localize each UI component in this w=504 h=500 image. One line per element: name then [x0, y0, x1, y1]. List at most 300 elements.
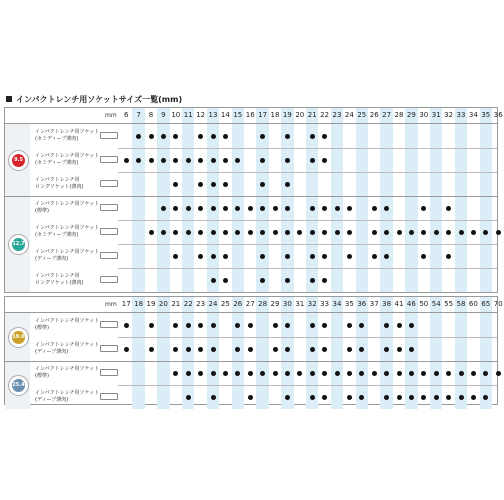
availability-dot-27 — [248, 395, 253, 400]
availability-dot-21 — [310, 254, 315, 259]
availability-dot-24 — [211, 371, 216, 376]
socket-type-line: インパクトレンチ用ソケット — [35, 129, 100, 135]
size-header-14: 14 — [220, 111, 230, 119]
socket-type-line: (標準) — [35, 372, 49, 379]
size-header-25: 25 — [220, 300, 230, 308]
size-header-27: 27 — [382, 111, 392, 119]
availability-dot-36 — [359, 395, 364, 400]
availability-dot-50 — [421, 395, 426, 400]
drive-size-badge — [8, 150, 29, 171]
row-divider — [118, 220, 497, 221]
size-header-37: 37 — [369, 300, 379, 308]
row-divider — [118, 172, 497, 173]
availability-dot-11 — [186, 158, 191, 163]
socket-type-line: (ディープ薄肉) — [35, 255, 69, 262]
availability-dot-22 — [322, 134, 327, 139]
size-header-31: 31 — [295, 300, 305, 308]
size-header-33: 33 — [320, 300, 330, 308]
socket-icon — [100, 228, 118, 235]
socket-type-line: ロングソケット(薄肉) — [35, 279, 84, 286]
socket-icon — [100, 132, 118, 139]
drive-size-badge — [8, 327, 29, 348]
size-header-9: 9 — [161, 111, 166, 119]
column-stripe — [132, 297, 144, 409]
availability-dot-30 — [285, 323, 290, 328]
socket-type-line: (標準) — [35, 324, 49, 331]
availability-dot-21 — [310, 134, 315, 139]
availability-dot-15 — [235, 158, 240, 163]
socket-type-label — [35, 225, 99, 238]
size-header-41: 41 — [394, 300, 404, 308]
availability-dot-10 — [173, 182, 178, 187]
size-header-21: 21 — [307, 111, 317, 119]
socket-type-line: インパクトレンチ用ソケット — [35, 318, 100, 324]
column-stripe — [356, 108, 368, 292]
availability-dot-10 — [173, 206, 178, 211]
availability-dot-9 — [161, 134, 166, 139]
availability-dot-17 — [260, 230, 265, 235]
availability-dot-29 — [273, 347, 278, 352]
drive-size-badge — [8, 234, 29, 255]
availability-dot-55 — [446, 371, 451, 376]
availability-dot-35 — [347, 323, 352, 328]
availability-dot-11 — [186, 230, 191, 235]
size-header-row — [5, 297, 503, 313]
socket-type-line: (標準) — [35, 207, 49, 214]
availability-dot-23 — [198, 323, 203, 328]
size-header-24: 24 — [208, 300, 218, 308]
size-header-24: 24 — [344, 111, 354, 119]
column-stripe — [380, 297, 392, 409]
socket-type-line: インパクトレンチ用ソケット — [35, 366, 100, 372]
availability-dot-27 — [384, 206, 389, 211]
size-header-23: 23 — [332, 111, 342, 119]
availability-dot-21 — [310, 158, 315, 163]
availability-dot-46 — [409, 323, 414, 328]
column-stripe — [182, 108, 194, 292]
size-header-60: 60 — [468, 300, 478, 308]
size-header-31: 31 — [431, 111, 441, 119]
size-header-7: 7 — [136, 111, 141, 119]
availability-dot-18 — [273, 230, 278, 235]
availability-dot-27 — [384, 254, 389, 259]
availability-dot-34 — [335, 371, 340, 376]
availability-dot-29 — [409, 230, 414, 235]
size-header-6: 6 — [123, 111, 129, 119]
availability-dot-21 — [173, 323, 178, 328]
size-header-20: 20 — [158, 300, 168, 308]
availability-dot-10 — [173, 230, 178, 235]
availability-dot-36 — [359, 323, 364, 328]
row-divider — [118, 268, 497, 269]
availability-dot-28 — [397, 230, 402, 235]
availability-dot-33 — [322, 371, 327, 376]
size-header-33: 33 — [456, 111, 466, 119]
availability-dot-9 — [161, 230, 166, 235]
column-stripe — [157, 297, 169, 409]
availability-dot-33 — [322, 347, 327, 352]
size-header-18: 18 — [134, 300, 144, 308]
availability-dot-25 — [223, 371, 228, 376]
column-stripe — [256, 297, 268, 409]
availability-dot-13 — [211, 230, 216, 235]
socket-type-line: ロングソケット(薄肉) — [35, 183, 84, 190]
availability-dot-17 — [260, 254, 265, 259]
drive-size-value: 12.7 — [12, 238, 25, 251]
availability-dot-41 — [397, 323, 402, 328]
availability-dot-30 — [285, 395, 290, 400]
availability-dot-11 — [186, 206, 191, 211]
availability-dot-8 — [149, 158, 154, 163]
availability-dot-19 — [285, 182, 290, 187]
availability-dot-12 — [198, 230, 203, 235]
drive-size-value: 9.5 — [12, 154, 25, 167]
availability-dot-14 — [223, 206, 228, 211]
availability-dot-32 — [310, 347, 315, 352]
availability-dot-22 — [322, 278, 327, 283]
availability-dot-32 — [310, 395, 315, 400]
size-header-26: 26 — [233, 300, 243, 308]
availability-dot-14 — [223, 230, 228, 235]
availability-dot-9 — [161, 206, 166, 211]
availability-dot-13 — [211, 134, 216, 139]
availability-dot-15 — [235, 230, 240, 235]
column-stripe — [455, 108, 467, 292]
availability-dot-22 — [186, 347, 191, 352]
size-header-32: 32 — [444, 111, 454, 119]
availability-dot-24 — [347, 230, 352, 235]
size-header-18: 18 — [270, 111, 280, 119]
size-header-20: 20 — [295, 111, 305, 119]
availability-dot-24 — [347, 254, 352, 259]
socket-type-label — [35, 177, 84, 190]
availability-dot-29 — [273, 323, 278, 328]
title-text: インパクトレンチ用ソケットサイズ一覧(mm) — [16, 95, 183, 104]
column-stripe — [182, 297, 194, 409]
availability-dot-10 — [173, 134, 178, 139]
availability-dot-14 — [223, 134, 228, 139]
availability-dot-38 — [384, 395, 389, 400]
availability-dot-32 — [310, 371, 315, 376]
availability-dot-36 — [359, 371, 364, 376]
availability-dot-12 — [198, 254, 203, 259]
size-header-38: 38 — [382, 300, 392, 308]
availability-dot-24 — [211, 323, 216, 328]
availability-dot-30 — [421, 206, 426, 211]
availability-dot-19 — [285, 230, 290, 235]
availability-dot-22 — [186, 395, 191, 400]
availability-dot-34 — [471, 230, 476, 235]
socket-type-line: インパクトレンチ用ソケット — [35, 153, 100, 159]
availability-dot-70 — [496, 371, 501, 376]
availability-dot-36 — [359, 347, 364, 352]
socket-type-line: インパクトレンチ用 — [35, 177, 80, 183]
size-header-36: 36 — [357, 300, 367, 308]
drive-size-value: 25.4 — [12, 379, 25, 392]
availability-dot-17 — [124, 347, 129, 352]
availability-dot-35 — [347, 371, 352, 376]
availability-dot-32 — [446, 254, 451, 259]
availability-dot-41 — [397, 395, 402, 400]
column-stripe — [281, 297, 293, 409]
column-stripe — [480, 108, 492, 292]
socket-type-line: インパクトレンチ用ソケット — [35, 390, 100, 396]
size-header-32: 32 — [307, 300, 317, 308]
drive-size-badge — [8, 375, 29, 396]
availability-dot-30 — [421, 230, 426, 235]
availability-dot-22 — [186, 371, 191, 376]
socket-icon — [100, 276, 118, 283]
availability-dot-13 — [211, 254, 216, 259]
size-header-29: 29 — [406, 111, 416, 119]
row-divider — [118, 337, 497, 338]
availability-dot-26 — [235, 371, 240, 376]
size-header-27: 27 — [245, 300, 255, 308]
column-stripe — [455, 297, 467, 409]
availability-dot-23 — [198, 371, 203, 376]
availability-dot-10 — [173, 158, 178, 163]
availability-dot-7 — [136, 134, 141, 139]
availability-dot-36 — [496, 230, 501, 235]
availability-dot-35 — [483, 230, 488, 235]
availability-dot-17 — [260, 158, 265, 163]
size-header-50: 50 — [419, 300, 429, 308]
availability-dot-55 — [446, 395, 451, 400]
column-stripe — [306, 297, 318, 409]
availability-dot-13 — [211, 206, 216, 211]
availability-dot-32 — [446, 206, 451, 211]
size-header-35: 35 — [344, 300, 354, 308]
availability-dot-60 — [471, 371, 476, 376]
column-stripe — [232, 297, 244, 409]
unit-label: mm — [105, 112, 117, 119]
availability-dot-29 — [273, 371, 278, 376]
availability-dot-16 — [248, 230, 253, 235]
availability-dot-6 — [124, 158, 129, 163]
size-header-25: 25 — [357, 111, 367, 119]
size-header-65: 65 — [481, 300, 491, 308]
availability-dot-38 — [384, 323, 389, 328]
availability-dot-37 — [372, 371, 377, 376]
size-header-58: 58 — [456, 300, 466, 308]
availability-dot-21 — [173, 347, 178, 352]
socket-type-label — [35, 273, 84, 286]
title-square-icon — [6, 96, 12, 102]
size-header-15: 15 — [233, 111, 243, 119]
column-stripe — [356, 297, 368, 409]
availability-dot-33 — [322, 395, 327, 400]
size-header-70: 70 — [493, 300, 503, 308]
size-header-11: 11 — [183, 111, 193, 119]
availability-dot-24 — [211, 395, 216, 400]
availability-dot-24 — [211, 347, 216, 352]
size-header-28: 28 — [394, 111, 404, 119]
availability-dot-31 — [297, 371, 302, 376]
socket-type-line: インパクトレンチ用ソケット — [35, 201, 100, 207]
socket-type-line: (セミディープ薄肉) — [35, 231, 79, 238]
size-header-35: 35 — [481, 111, 491, 119]
size-header-12: 12 — [196, 111, 206, 119]
column-stripe — [430, 108, 442, 292]
availability-dot-12 — [198, 182, 203, 187]
size-header-17: 17 — [121, 300, 131, 308]
availability-dot-19 — [285, 134, 290, 139]
socket-icon — [100, 204, 118, 211]
size-header-30: 30 — [419, 111, 429, 119]
socket-type-label — [35, 201, 99, 214]
availability-dot-15 — [235, 206, 240, 211]
socket-type-line: インパクトレンチ用 — [35, 273, 80, 279]
size-header-46: 46 — [406, 300, 416, 308]
availability-dot-13 — [211, 278, 216, 283]
availability-dot-27 — [248, 323, 253, 328]
socket-type-label — [35, 153, 99, 166]
availability-dot-12 — [198, 206, 203, 211]
socket-icon — [100, 369, 118, 376]
availability-dot-35 — [347, 347, 352, 352]
availability-dot-26 — [235, 347, 240, 352]
availability-dot-54 — [434, 395, 439, 400]
column-stripe — [405, 108, 417, 292]
availability-dot-20 — [297, 230, 302, 235]
availability-dot-26 — [235, 323, 240, 328]
availability-dot-19 — [149, 347, 154, 352]
availability-dot-14 — [223, 278, 228, 283]
size-header-19: 19 — [282, 111, 292, 119]
availability-dot-14 — [223, 182, 228, 187]
size-header-36: 36 — [493, 111, 503, 119]
availability-dot-17 — [260, 182, 265, 187]
availability-dot-24 — [347, 206, 352, 211]
availability-dot-22 — [322, 254, 327, 259]
socket-icon — [100, 345, 118, 352]
availability-dot-41 — [397, 371, 402, 376]
availability-dot-35 — [347, 395, 352, 400]
availability-dot-41 — [397, 347, 402, 352]
availability-dot-7 — [136, 158, 141, 163]
unit-label: mm — [105, 301, 117, 308]
availability-dot-27 — [248, 347, 253, 352]
size-header-30: 30 — [282, 300, 292, 308]
availability-dot-65 — [483, 371, 488, 376]
socket-icon — [100, 321, 118, 328]
availability-dot-19 — [285, 254, 290, 259]
size-header-54: 54 — [431, 300, 441, 308]
column-stripe — [380, 108, 392, 292]
size-header-8: 8 — [148, 111, 154, 119]
availability-dot-18 — [273, 206, 278, 211]
size-header-16: 16 — [245, 111, 255, 119]
size-header-26: 26 — [369, 111, 379, 119]
availability-dot-46 — [409, 395, 414, 400]
availability-dot-31 — [434, 230, 439, 235]
socket-type-line: (セミディープ薄肉) — [35, 159, 79, 166]
column-stripe — [232, 108, 244, 292]
availability-dot-21 — [310, 230, 315, 235]
size-header-17: 17 — [258, 111, 268, 119]
availability-dot-17 — [260, 206, 265, 211]
socket-type-label — [35, 390, 99, 403]
availability-dot-30 — [421, 254, 426, 259]
size-header-10: 10 — [171, 111, 181, 119]
availability-dot-12 — [198, 134, 203, 139]
availability-dot-38 — [384, 347, 389, 352]
availability-dot-32 — [310, 323, 315, 328]
availability-dot-30 — [285, 371, 290, 376]
size-header-22: 22 — [183, 300, 193, 308]
column-stripe — [331, 297, 343, 409]
socket-type-label — [35, 342, 99, 355]
availability-dot-23 — [198, 347, 203, 352]
availability-dot-17 — [124, 323, 129, 328]
availability-dot-22 — [322, 206, 327, 211]
row-divider — [118, 385, 497, 386]
socket-type-line: (セミディープ薄肉) — [35, 135, 79, 142]
availability-dot-23 — [335, 206, 340, 211]
availability-dot-17 — [260, 278, 265, 283]
row-divider — [118, 148, 497, 149]
drive-size-value: 19.0 — [12, 331, 25, 344]
availability-dot-26 — [372, 206, 377, 211]
size-header-23: 23 — [196, 300, 206, 308]
availability-dot-38 — [384, 371, 389, 376]
socket-type-line: (ディープ薄肉) — [35, 348, 69, 355]
availability-dot-21 — [173, 371, 178, 376]
availability-dot-12 — [198, 158, 203, 163]
availability-dot-54 — [434, 371, 439, 376]
availability-dot-26 — [372, 254, 377, 259]
group-divider — [5, 361, 497, 362]
availability-dot-16 — [248, 206, 253, 211]
availability-dot-13 — [211, 182, 216, 187]
group-divider — [5, 196, 497, 197]
availability-dot-50 — [421, 371, 426, 376]
availability-dot-58 — [459, 371, 464, 376]
availability-dot-13 — [211, 158, 216, 163]
socket-icon — [100, 180, 118, 187]
size-header-55: 55 — [444, 300, 454, 308]
availability-dot-14 — [223, 158, 228, 163]
availability-dot-22 — [186, 323, 191, 328]
availability-dot-26 — [372, 230, 377, 235]
availability-dot-58 — [459, 395, 464, 400]
row-divider — [118, 244, 497, 245]
column-stripe — [331, 108, 343, 292]
availability-dot-23 — [335, 230, 340, 235]
availability-dot-27 — [248, 371, 253, 376]
availability-dot-46 — [409, 371, 414, 376]
availability-dot-8 — [149, 134, 154, 139]
availability-dot-30 — [285, 347, 290, 352]
availability-dot-33 — [322, 323, 327, 328]
availability-dot-22 — [322, 230, 327, 235]
size-header-21: 21 — [171, 300, 181, 308]
availability-dot-10 — [173, 254, 178, 259]
size-table-1 — [4, 107, 503, 293]
availability-dot-14 — [223, 254, 228, 259]
availability-dot-27 — [384, 230, 389, 235]
availability-dot-17 — [260, 134, 265, 139]
availability-dot-32 — [446, 230, 451, 235]
size-header-19: 19 — [146, 300, 156, 308]
page-title — [6, 94, 182, 105]
availability-dot-19 — [285, 158, 290, 163]
column-stripe — [480, 297, 492, 409]
availability-dot-33 — [459, 230, 464, 235]
socket-type-line: インパクトレンチ用ソケット — [35, 249, 100, 255]
availability-dot-22 — [322, 158, 327, 163]
size-header-28: 28 — [258, 300, 268, 308]
